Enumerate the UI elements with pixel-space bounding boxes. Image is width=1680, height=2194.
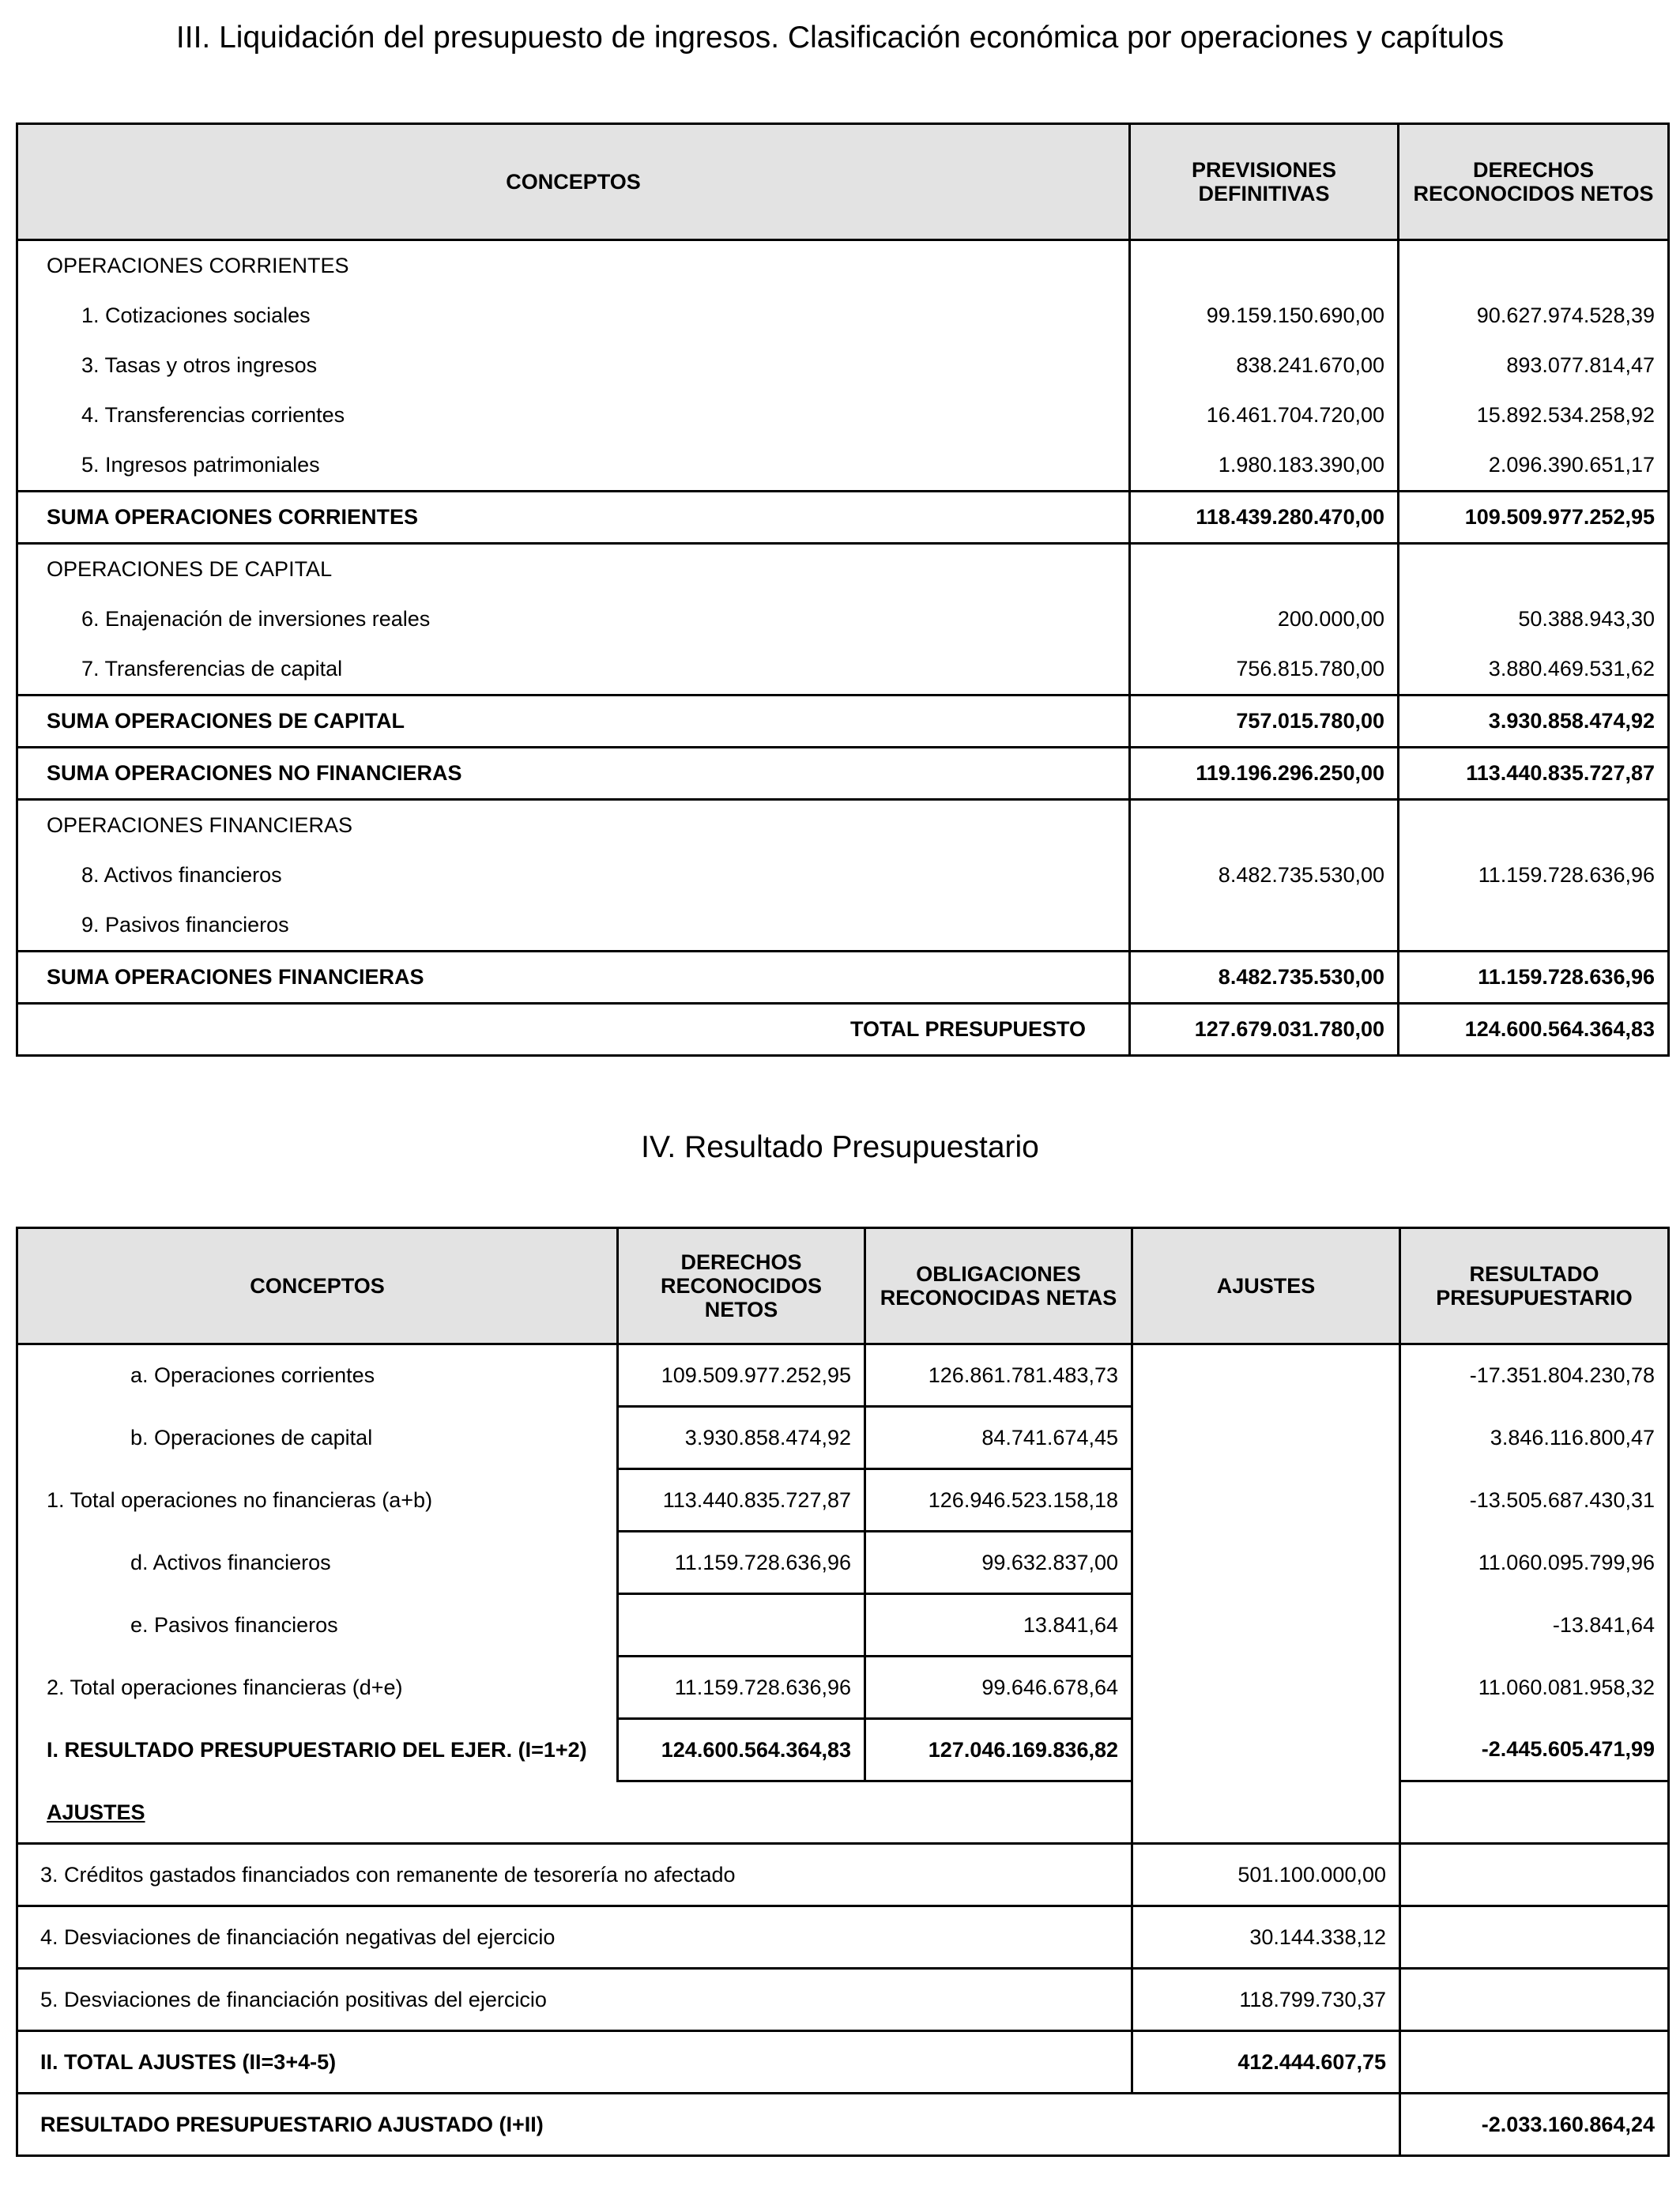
header-previsiones: PREVISIONES DEFINITIVAS xyxy=(1130,124,1399,240)
table-row xyxy=(17,1594,1669,1657)
table-row xyxy=(17,1532,1669,1594)
row-derechos: 124.600.564.364,83 xyxy=(618,1719,865,1781)
row-previsiones: 838.241.670,00 xyxy=(1130,341,1399,390)
row-concepto: 1. Total operaciones no financieras (a+b) xyxy=(47,1487,433,1512)
row-resultado: 3.846.116.800,47 xyxy=(1490,1425,1655,1449)
row-concepto: I. RESULTADO PRESUPUESTARIO DEL EJER. (I=1+2) xyxy=(47,1737,587,1762)
group-label-row xyxy=(17,240,1669,292)
row-obligaciones: 99.632.837,00 xyxy=(865,1532,1132,1594)
table-header-row xyxy=(17,124,1669,240)
sum-concepto: SUMA OPERACIONES DE CAPITAL xyxy=(17,696,1130,748)
ajuste-valor: 501.100.000,00 xyxy=(1132,1844,1400,1906)
header-obligaciones: OBLIGACIONES RECONOCIDAS NETAS xyxy=(865,1228,1132,1344)
ajuste-concepto: 4. Desviaciones de financiación negativas del ejercicio xyxy=(17,1906,1132,1969)
row-derechos: 11.159.728.636,96 xyxy=(1399,850,1669,900)
sum-previsiones: 8.482.735.530,00 xyxy=(1130,952,1399,1004)
row-concepto: b. Operaciones de capital xyxy=(130,1425,373,1449)
row-previsiones: 756.815.780,00 xyxy=(1130,644,1399,696)
row-resultado: -17.351.804.230,78 xyxy=(1469,1363,1655,1388)
row-resultado: 11.060.081.958,32 xyxy=(1478,1675,1655,1699)
row-obligaciones: 127.046.169.836,82 xyxy=(865,1719,1132,1781)
sum-previsiones: 757.015.780,00 xyxy=(1130,696,1399,748)
row-resultado: -2.445.605.471,99 xyxy=(1400,1719,1669,1781)
row-ajustes xyxy=(1132,1657,1400,1719)
sum-row xyxy=(17,492,1669,544)
row-derechos: 3.880.469.531,62 xyxy=(1399,644,1669,696)
row-ajustes xyxy=(1132,1344,1400,1407)
row-derechos xyxy=(1399,900,1669,952)
total-derechos: 124.600.564.364,83 xyxy=(1399,1004,1669,1056)
ajustado-concepto: RESULTADO PRESUPUESTARIO AJUSTADO (I+II) xyxy=(17,2094,1400,2156)
group-label-row xyxy=(17,800,1669,851)
row-previsiones: 1.980.183.390,00 xyxy=(1130,440,1399,492)
table-row xyxy=(17,900,1669,952)
table-row xyxy=(17,1906,1669,1969)
sum-previsiones: 119.196.296.250,00 xyxy=(1130,748,1399,800)
table-row xyxy=(17,440,1669,492)
row-ajustes xyxy=(1132,1407,1400,1469)
ajustes-label-row xyxy=(17,1781,1669,1844)
row-derechos: 113.440.835.727,87 xyxy=(618,1469,865,1532)
table-row xyxy=(17,390,1669,440)
row-derechos: 3.930.858.474,92 xyxy=(618,1407,865,1469)
header-derechos: DERECHOS RECONOCIDOS NETOS xyxy=(1399,124,1669,240)
row-concepto: 9. Pasivos financieros xyxy=(17,900,1130,952)
sum-row xyxy=(17,748,1669,800)
header-conceptos: CONCEPTOS xyxy=(17,124,1130,240)
table-row xyxy=(17,1969,1669,2031)
table-row xyxy=(17,1407,1669,1469)
row-derechos: 11.159.728.636,96 xyxy=(618,1532,865,1594)
group-label: OPERACIONES FINANCIERAS xyxy=(17,800,1130,851)
ajuste-concepto: 3. Créditos gastados financiados con remanente de tesorería no afectado xyxy=(17,1844,1132,1906)
ajuste-valor: 118.799.730,37 xyxy=(1132,1969,1400,2031)
header-conceptos: CONCEPTOS xyxy=(17,1228,618,1344)
table-row xyxy=(17,850,1669,900)
row-derechos: 15.892.534.258,92 xyxy=(1399,390,1669,440)
section-4-title: IV. Resultado Presupuestario xyxy=(641,1130,1039,1164)
table-row xyxy=(17,644,1669,696)
budget-result-table xyxy=(16,1227,1670,2157)
ajustes-label: AJUSTES xyxy=(47,1800,145,1824)
row-derechos: 50.388.943,30 xyxy=(1399,594,1669,644)
row-derechos xyxy=(618,1594,865,1657)
row-ajustes xyxy=(1132,1532,1400,1594)
total-concepto: TOTAL PRESUPUESTO xyxy=(17,1004,1130,1056)
row-concepto: 7. Transferencias de capital xyxy=(17,644,1130,696)
row-obligaciones: 99.646.678,64 xyxy=(865,1657,1132,1719)
sum-derechos: 109.509.977.252,95 xyxy=(1399,492,1669,544)
row-previsiones: 200.000,00 xyxy=(1130,594,1399,644)
sum-concepto: SUMA OPERACIONES CORRIENTES xyxy=(17,492,1130,544)
sum-row xyxy=(17,696,1669,748)
row-obligaciones: 13.841,64 xyxy=(865,1594,1132,1657)
ajustado-resultado: -2.033.160.864,24 xyxy=(1400,2094,1669,2156)
row-resultado: -13.505.687.430,31 xyxy=(1469,1487,1655,1512)
total-row xyxy=(17,1004,1669,1056)
sum-derechos: 113.440.835.727,87 xyxy=(1399,748,1669,800)
sum-concepto: SUMA OPERACIONES FINANCIERAS xyxy=(17,952,1130,1004)
header-derechos: DERECHOS RECONOCIDOS NETOS xyxy=(618,1228,865,1344)
total-ajustes-row xyxy=(17,2031,1669,2094)
row-previsiones: 8.482.735.530,00 xyxy=(1130,850,1399,900)
result-row xyxy=(17,1719,1669,1781)
row-concepto: 8. Activos financieros xyxy=(17,850,1130,900)
table-row xyxy=(17,1844,1669,1906)
row-derechos: 2.096.390.651,17 xyxy=(1399,440,1669,492)
row-concepto: 5. Ingresos patrimoniales xyxy=(17,440,1130,492)
income-budget-table xyxy=(16,123,1670,1057)
row-concepto: a. Operaciones corrientes xyxy=(130,1363,375,1388)
sum-concepto: SUMA OPERACIONES NO FINANCIERAS xyxy=(17,748,1130,800)
sum-derechos: 3.930.858.474,92 xyxy=(1399,696,1669,748)
group-label-row xyxy=(17,544,1669,595)
sum-row xyxy=(17,952,1669,1004)
row-concepto: d. Activos financieros xyxy=(130,1550,331,1574)
total-ajustes-valor: 412.444.607,75 xyxy=(1132,2031,1400,2094)
header-ajustes: AJUSTES xyxy=(1132,1228,1400,1344)
table-row xyxy=(17,291,1669,341)
table-header-row xyxy=(17,1228,1669,1344)
row-derechos: 11.159.728.636,96 xyxy=(618,1657,865,1719)
row-ajustes xyxy=(1132,1719,1400,1781)
table-row xyxy=(17,1344,1669,1407)
group-label: OPERACIONES DE CAPITAL xyxy=(17,544,1130,595)
sum-previsiones: 118.439.280.470,00 xyxy=(1130,492,1399,544)
table-row xyxy=(17,594,1669,644)
row-resultado: -13.841,64 xyxy=(1552,1612,1655,1637)
table-row xyxy=(17,1657,1669,1719)
group-label: OPERACIONES CORRIENTES xyxy=(17,240,1130,292)
row-previsiones: 16.461.704.720,00 xyxy=(1130,390,1399,440)
ajuste-concepto: 5. Desviaciones de financiación positivas del ejercicio xyxy=(17,1969,1132,2031)
sum-derechos: 11.159.728.636,96 xyxy=(1399,952,1669,1004)
row-resultado: 11.060.095.799,96 xyxy=(1478,1550,1655,1574)
adjusted-result-row xyxy=(17,2094,1669,2156)
row-ajustes xyxy=(1132,1469,1400,1532)
row-concepto: 6. Enajenación de inversiones reales xyxy=(17,594,1130,644)
row-concepto: e. Pasivos financieros xyxy=(130,1612,338,1637)
section-3-title: III. Liquidación del presupuesto de ingresos. Clasificación económica por operaciones y capítulos xyxy=(175,21,1505,55)
header-resultado: RESULTADO PRESUPUESTARIO xyxy=(1400,1228,1669,1344)
row-derechos: 90.627.974.528,39 xyxy=(1399,291,1669,341)
row-obligaciones: 126.861.781.483,73 xyxy=(865,1344,1132,1407)
row-previsiones: 99.159.150.690,00 xyxy=(1130,291,1399,341)
total-ajustes-concepto: II. TOTAL AJUSTES (II=3+4-5) xyxy=(17,2031,1132,2094)
row-ajustes xyxy=(1132,1594,1400,1657)
ajuste-valor: 30.144.338,12 xyxy=(1132,1906,1400,1969)
row-concepto: 4. Transferencias corrientes xyxy=(17,390,1130,440)
row-derechos: 109.509.977.252,95 xyxy=(618,1344,865,1407)
row-obligaciones: 126.946.523.158,18 xyxy=(865,1469,1132,1532)
table-row xyxy=(17,1469,1669,1532)
row-previsiones xyxy=(1130,900,1399,952)
row-obligaciones: 84.741.674,45 xyxy=(865,1407,1132,1469)
row-derechos: 893.077.814,47 xyxy=(1399,341,1669,390)
row-concepto: 3. Tasas y otros ingresos xyxy=(17,341,1130,390)
row-concepto: 1. Cotizaciones sociales xyxy=(17,291,1130,341)
row-concepto: 2. Total operaciones financieras (d+e) xyxy=(47,1675,403,1699)
table-row xyxy=(17,341,1669,390)
total-previsiones: 127.679.031.780,00 xyxy=(1130,1004,1399,1056)
